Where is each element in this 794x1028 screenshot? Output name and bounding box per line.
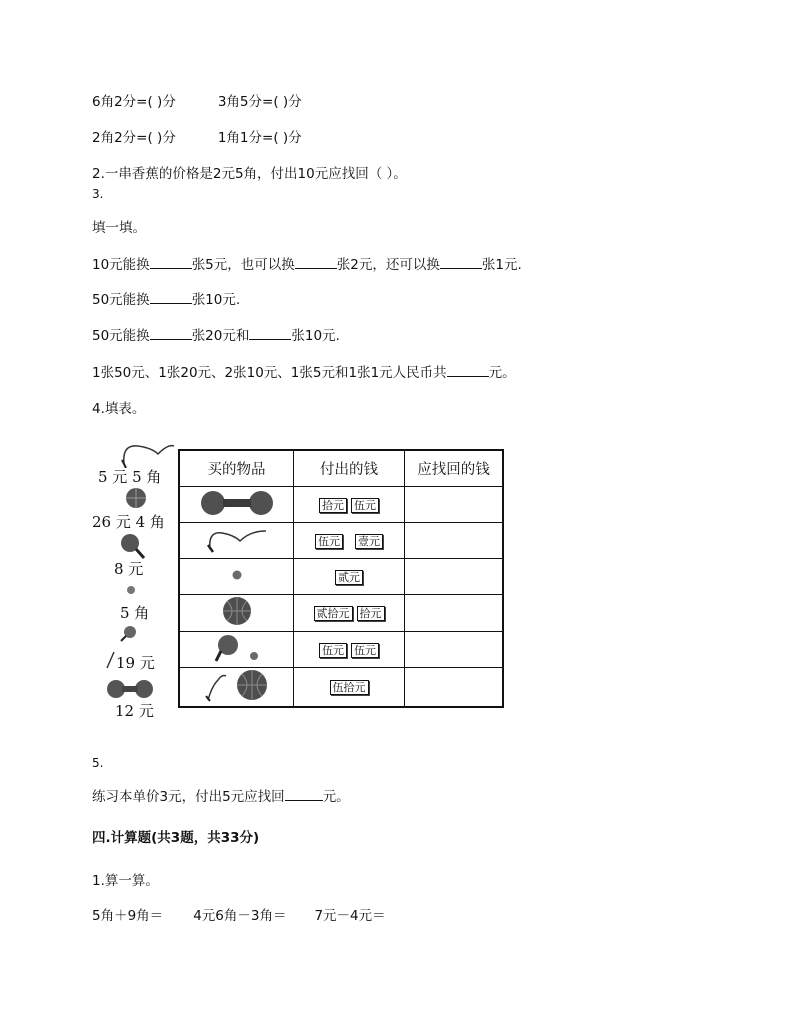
price-ping-pong-ball: 5 角: [120, 604, 150, 622]
change-answer-cell[interactable]: [405, 523, 504, 559]
banknote: 拾元: [357, 606, 385, 621]
conversion-3jiao5fen: 3角5分=( )分: [217, 94, 302, 110]
jump-rope-icon: [118, 440, 178, 468]
banknote: 伍元: [351, 498, 379, 513]
change-answer-cell[interactable]: [405, 668, 504, 708]
table-row: [179, 632, 503, 668]
banknote: 壹元: [355, 534, 383, 549]
question-3-line-1: [92, 256, 522, 274]
text: 张2元，还可以换: [336, 257, 440, 273]
question-4-title: 4.填表。: [92, 401, 146, 417]
answer-blank[interactable]: [249, 327, 291, 340]
paid-cell: [294, 487, 405, 523]
item-cell: [179, 487, 294, 523]
change-answer-cell[interactable]: [405, 559, 504, 595]
basketball-icon: [235, 668, 269, 702]
text: 元。: [488, 365, 516, 381]
banknote: 伍拾元: [330, 680, 369, 695]
change-answer-cell[interactable]: [405, 595, 504, 632]
question-3-number: 3.: [92, 187, 104, 201]
text: 张10元.: [191, 292, 241, 308]
text: 50元能换: [92, 328, 150, 344]
basketball-icon: [221, 595, 253, 627]
answer-blank[interactable]: [447, 364, 489, 377]
ping-pong-ball-icon: [247, 649, 261, 663]
item-cell: [179, 668, 294, 708]
answer-blank[interactable]: [150, 256, 192, 269]
table-row: [179, 523, 503, 559]
section-heading: 四.计算题(共3题，共33分): [92, 830, 260, 846]
item-cell: [179, 559, 294, 595]
ping-pong-ball-icon: [230, 568, 244, 582]
paid-cell: [294, 523, 405, 559]
answer-blank[interactable]: [440, 256, 482, 269]
banknote: 拾元: [319, 498, 347, 513]
answer-blank[interactable]: [150, 327, 192, 340]
price-dumbbell: 12 元: [115, 702, 154, 720]
header-paid: 付出的钱: [294, 450, 405, 487]
item-cell: [179, 595, 294, 632]
price-item-19: 19 元: [116, 654, 155, 672]
text: 元。: [322, 789, 350, 805]
answer-blank[interactable]: [285, 788, 323, 801]
calc-title: 1.算一算。: [92, 873, 159, 889]
price-jump-rope: 5 元 5 角: [98, 468, 162, 486]
banknote: 伍元: [351, 643, 379, 658]
calc-expressions: [92, 907, 386, 925]
text: 50元能换: [92, 292, 150, 308]
question-3-line-3: [92, 327, 340, 345]
text: 张1元.: [481, 257, 522, 273]
jump-rope-icon: [204, 525, 270, 553]
ping-pong-ball-icon: [126, 585, 136, 595]
purchase-table: [178, 449, 504, 708]
conversion-1jiao1fen: 1角1分=( )分: [217, 130, 302, 146]
text: 张20元和: [191, 328, 250, 344]
basketball-icon: [124, 486, 148, 510]
banknote: 贰元: [335, 570, 363, 585]
answer-blank[interactable]: [150, 291, 192, 304]
jump-rope-handle-icon: [104, 650, 116, 670]
dumbbell-icon: [106, 678, 154, 700]
item-cell: [179, 523, 294, 559]
text: 练习本单价3元，付出5元应找回: [92, 789, 285, 805]
question-5-number: 5.: [92, 756, 104, 770]
paid-cell: [294, 595, 405, 632]
table-row: [179, 487, 503, 523]
text: 张5元，也可以换: [191, 257, 295, 273]
paddle-icon: [212, 633, 242, 663]
paddle-icon: [118, 624, 138, 642]
banknote: 伍元: [319, 643, 347, 658]
change-answer-cell[interactable]: [405, 632, 504, 668]
header-change: 应找回的钱: [405, 450, 504, 487]
question-3-line-4: [92, 364, 516, 382]
table-header-row: [179, 450, 503, 487]
conversion-2jiao2fen: 2角2分=( )分: [92, 130, 176, 146]
text: 1张50元、1张20元、2张10元、1张5元和1张1元人民币共: [92, 365, 447, 381]
paddle-icon: [118, 532, 146, 560]
text: 张10元.: [291, 328, 340, 344]
table-row: [179, 668, 503, 708]
banknote: 伍元: [315, 534, 343, 549]
header-item: 买的物品: [179, 450, 294, 487]
dumbbell-icon: [199, 489, 275, 517]
answer-blank[interactable]: [295, 256, 337, 269]
paid-cell: [294, 668, 405, 708]
calc-expression-1: 5角＋9角＝: [92, 908, 164, 924]
question-2: 2.一串香蕉的价格是2元5角，付出10元应找回（ ）。: [92, 166, 407, 182]
item-cell: [179, 632, 294, 668]
calc-expression-2: 4元6角－3角＝: [193, 908, 287, 924]
calc-expression-3: 7元－4元＝: [314, 908, 386, 924]
conversion-6jiao2fen: 6角2分=( )分: [92, 94, 176, 110]
question-5: [92, 788, 350, 806]
banknote: 贰拾元: [314, 606, 353, 621]
conversion-row-1: [92, 93, 302, 111]
conversion-row-2: [92, 129, 302, 147]
table-row: [179, 559, 503, 595]
price-basketball: 26 元 4 角: [92, 513, 165, 531]
price-paddle: 8 元: [114, 560, 144, 578]
paid-cell: [294, 559, 405, 595]
table-row: [179, 595, 503, 632]
question-3-line-2: [92, 291, 240, 309]
text: 10元能换: [92, 257, 150, 273]
paid-cell: [294, 632, 405, 668]
question-3-title: 填一填。: [92, 220, 146, 236]
jump-rope-icon: [204, 670, 230, 702]
change-answer-cell[interactable]: [405, 487, 504, 523]
